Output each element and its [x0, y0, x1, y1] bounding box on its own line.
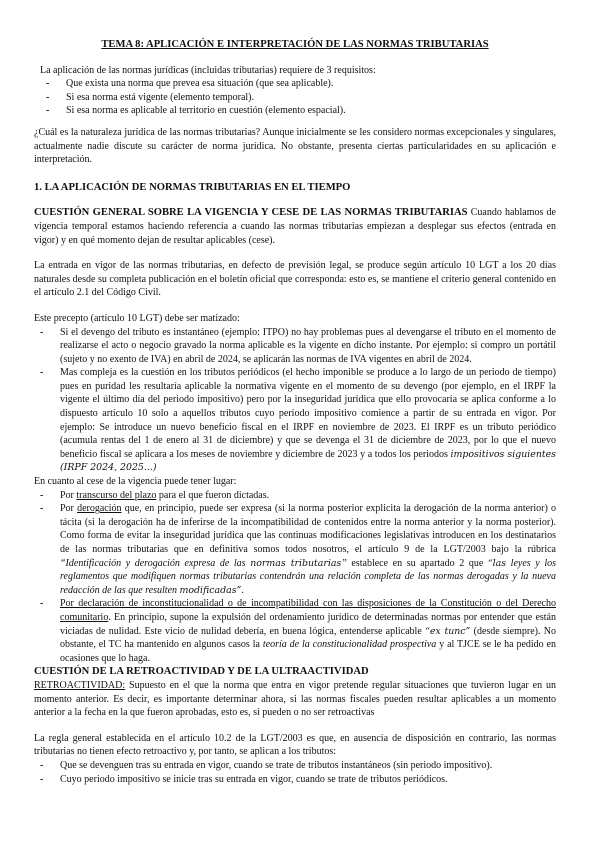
- text: que, en principio, puede ser expresa (si la norma posterior explicita la derogación de la norma anterior) o tácita (si la derogación ha de inferirse de la incompatibilidad de contenidos entre la norma anterior y la norma posterior). Como forma de evitar la inseguridad jurídica que las continuas modificaciones legislativas introducen en los destinatarios de las normas tributarias que en definitiva somos todos nosotros, el artículo 9 de la LGT/2003 bajo la rúbrica: [60, 503, 556, 555]
- cuestion-text: Cuando hablamos de vigencia temporal estamos haciendo referencia a cuando las normas tributarias empiezan a desplegar sus efectos (entrada en vigor) y en qué momento dejan de resultar aplicables (cese).: [34, 207, 556, 246]
- regla-lead: La regla general establecida en el artículo 10.2 de la LGT/2003 es que, en ausencia de disposición en contrario, las normas tributarias no tienen efecto retroactivo y, por tanto, se aplican a los tributos:: [34, 732, 556, 758]
- italic-text: leyes y los reglamentos que modifiquen normas tributarias contendrán una relación completa de las normas derogadas y la nueva redacción de las que resulten: [60, 557, 556, 596]
- list-item-text: Mas compleja es la cuestión en los tributos periódicos (el hecho imponible se produce a lo largo de un periodo de tiempo) pues en puridad les resultaría aplicable la normativa vigente en el momento de su devengo (por ejemplo, en el IRPF la vigente el último día del periodo impositivo) pero por la inseguridad jurídica que ello provocaría se aplica conforme a lo dispuesto artículo 10 solo a aquellos tributos cuyo periodo impositivo comience a partir de su entrada en vigor. Por ejemplo: Se introduce un nuevo beneficio fiscal en el IRPF en noviembre de 2023. El IRPF es un tributo periódico (acumula rentas del 1 de enero al 31 de diciembre) y que se devenga el 31 de diciembre de 2023, por lo que el nuevo beneficio fiscal se aplicara a los meses de noviembre y diciembre de 2023 y a todos los periodos: [60, 367, 556, 460]
- italic-text: ”: [341, 557, 347, 569]
- text: y al TJCE se le ha pedido en ocasiones que lo haga.: [60, 639, 556, 664]
- list-item: - Que exista una norma que prevea esa situación (que sea aplicable).: [40, 77, 556, 91]
- list-item: [34, 597, 556, 665]
- text: establece en su apartado 2 que: [346, 557, 488, 569]
- handwritten-note: “ex tunc”: [425, 625, 471, 637]
- handwritten-note: normas tributarias: [250, 557, 342, 569]
- retro-paragraph: [34, 679, 556, 720]
- nature-paragraph: ¿Cuál es la naturaleza jurídica de las normas tributarias? Aunque inicialmente se les considero normas excepcionales y singulares, actualmente nadie discute su carácter de norma jurídica. No obstante, presenta ciertas particularidades en su aplicación e interpretación.: [34, 126, 556, 166]
- retro-text: Supuesto en el que la norma que entra en vigor pretende regular situaciones que tuvieron lugar en un momento anterior. Es decir, es importante determinar ahora, si las normas fiscales pueden resultar aplicables a un momento anterior a la fecha en la que fueron aprobadas, esto es, si pueden o no ser retroactivas: [34, 679, 556, 719]
- list-item: [34, 489, 556, 503]
- cese-list: [34, 489, 556, 666]
- italic-text: teoría de la constitucionalidad prospectiva: [262, 639, 437, 651]
- handwritten-note: modificadas”: [179, 584, 242, 596]
- cuestion-heading: CUESTIÓN GENERAL SOBRE LA VIGENCIA Y CESE DE LAS NORMAS TRIBUTARIAS: [34, 207, 468, 219]
- retro-label: RETROACTIVIDAD:: [34, 679, 126, 691]
- handwritten-note: impositivos siguientes (IRPF 2024, 2025...): [60, 448, 556, 474]
- text: Por: [60, 503, 78, 515]
- text: Por: [60, 489, 77, 501]
- list-item: [34, 366, 556, 475]
- entrada-vigor-paragraph: La entrada en vigor de las normas tributarias, en defecto de previsión legal, se produce según artículo 10 LGT a los 20 días naturales desde su completa publicación en el boletín oficial que corresponda: esto es, se mantiene el criterio general contenido en el artículo 2.1 del Código Civil.: [34, 260, 556, 299]
- intro-lead: La aplicación de las normas jurídicas (incluidas tributarias) requiere de 3 requisitos:: [40, 64, 376, 76]
- underlined-text: derogación: [77, 503, 122, 515]
- list-item: - Cuyo periodo impositivo se inicie tras su entrada en vigor, cuando se trate de tributos periódicos.: [34, 773, 556, 787]
- cuestion-paragraph: [34, 206, 556, 247]
- italic-text: “Identificación y derogación expresa de las: [60, 557, 251, 569]
- regla-list: [34, 759, 556, 786]
- list-item: - Si esa norma está vigente (elemento temporal).: [40, 91, 556, 105]
- intro-block: [34, 64, 556, 118]
- cese-lead: En cuanto al cese de la vigencia puede tener lugar:: [34, 476, 237, 488]
- retro-heading: CUESTIÓN DE LA RETROACTIVIDAD Y DE LA ULTRAACTIVIDAD: [34, 666, 369, 678]
- underlined-text: Por declaración de inconstitucionalidad o de incompatibilidad con las disposiciones de la Constitución o del Derecho comunitario: [60, 598, 556, 623]
- page-title: TEMA 8: APLICACIÓN E INTERPRETACIÓN DE LAS NORMAS TRIBUTARIAS: [101, 39, 489, 50]
- underlined-text: transcurso del plazo: [76, 489, 157, 501]
- text: para el que fueron dictadas.: [156, 489, 270, 501]
- precepto-list: [34, 326, 556, 476]
- list-item: - Si el devengo del tributo es instantáneo (ejemplo: ITPO) no hay problemas pues al devengarse el tributo en el momento de realizarse el acto o negocio gravado la norma aplicable es la vigente en dicho instante. Por ejemplo: si compro un portátil (sujeto y no exento de IVA) en abril de 2024, se aplicarán las normas de IVA vigentes en abril de 2024.: [34, 326, 556, 367]
- list-item: [34, 502, 556, 597]
- text: . En principio, supone la expulsión del ordenamiento jurídico de determinadas normas por entender que están viciadas de nulidad. Este vicio de nulidad debería, en buena lógica, entenderse aplicable: [60, 611, 556, 637]
- list-item: - Si esa norma es aplicable al territorio en cuestión (elemento espacial).: [40, 104, 556, 118]
- requirements-list: [40, 77, 556, 118]
- list-item: - Que se devenguen tras su entrada en vigor, cuando se trate de tributos instantáneos (sin periodo impositivo).: [34, 759, 556, 773]
- precepto-lead: Este precepto (artículo 10 LGT) debe ser matizado:: [34, 312, 240, 324]
- text: .: [241, 584, 244, 596]
- handwritten-note: “las: [487, 557, 507, 569]
- text: (desde siempre). No obstante, el TC ha mantenido en algunos casos la: [60, 625, 557, 651]
- section-heading: 1. LA APLICACIÓN DE NORMAS TRIBUTARIAS EN EL TIEMPO: [34, 181, 351, 193]
